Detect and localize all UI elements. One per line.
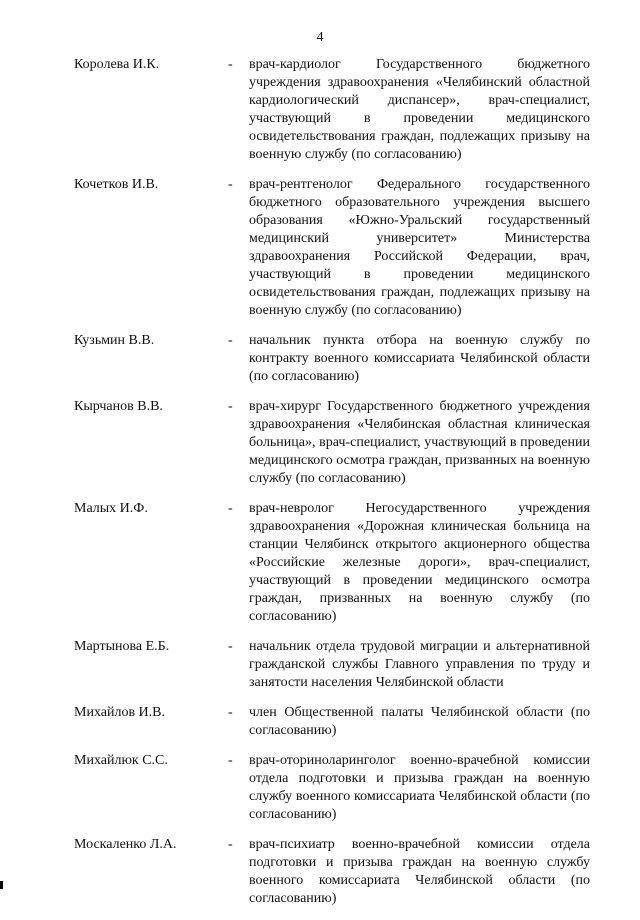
member-name: Кырчанов В.В. [74, 399, 163, 414]
member-description: врач-невролог Негосударственного учреждения здравоохранения «Дорожная клиническая больница на станции Челябинск открытого акционерного общества «Российские железные дороги», врач-специалист, участвующий в проведении медицинского осмотра граждан, призванных на военную службу (по согласованию) [249, 501, 590, 624]
member-name: Москаленко Л.А. [74, 837, 177, 852]
entry-dash: - [228, 177, 233, 192]
member-entry [0, 752, 640, 824]
page-number: 4 [316, 30, 324, 45]
entry-dash: - [228, 57, 233, 72]
member-entry [0, 500, 640, 626]
member-description: член Общественной палаты Челябинской области (по согласованию) [249, 705, 590, 738]
member-name: Кочетков И.В. [74, 177, 159, 192]
member-name: Мартынова Е.Б. [74, 639, 170, 654]
member-description: врач-психиатр военно-врачебной комиссии отдела подготовки и призыва граждан на военную службу военного комиссариата Челябинской области (по согласованию) [249, 837, 590, 906]
member-description: врач-рентгенолог Федерального государственного бюджетного образовательного учреждения высшего образования «Южно-Уральский государственный медицинский университет» Министерства здравоохранения Российской Федерации, врач, участвующий в проведении медицинского освидетельствования граждан, подлежащих призыву на военную службу (по согласованию) [249, 177, 590, 318]
entry-dash: - [228, 399, 233, 414]
member-name: Михайлюк С.С. [74, 753, 168, 768]
member-name: Кузьмин В.В. [74, 333, 155, 348]
member-entry [0, 176, 640, 320]
entry-dash: - [228, 639, 233, 654]
member-description: врач-хирург Государственного бюджетного учреждения здравоохранения «Челябинская областная клиническая больница», врач-специалист, участвующий в проведении медицинского осмотра граждан, призванных на военную службу (по согласованию) [249, 399, 590, 486]
member-description: врач-кардиолог Государственного бюджетного учреждения здравоохранения «Челябинский областной кардиологический диспансер», врач-специалист, участвующий в проведении медицинского освидетельствования граждан, подлежащих призыву на военную службу (по согласованию) [249, 57, 590, 162]
member-list [0, 56, 640, 920]
entry-dash: - [228, 501, 233, 516]
member-entry [0, 398, 640, 488]
entry-dash: - [228, 705, 233, 720]
member-name: Малых И.Ф. [74, 501, 148, 516]
member-entry [0, 332, 640, 386]
member-entry [0, 638, 640, 692]
member-description: начальник пункта отбора на военную службу по контракту военного комиссариата Челябинской области (по согласованию) [249, 333, 590, 384]
member-entry [0, 56, 640, 164]
entry-dash: - [228, 837, 233, 852]
member-entry [0, 836, 640, 908]
member-description: врач-оториноларинголог военно-врачебной комиссии отдела подготовки и призыва граждан на военную службу военного комиссариата Челябинской области (по согласованию) [249, 753, 590, 822]
member-description: начальник отдела трудовой миграции и альтернативной гражданской службы Главного управления по труду и занятости населения Челябинской области [249, 639, 590, 690]
entry-dash: - [228, 753, 233, 768]
member-entry [0, 704, 640, 740]
member-name: Королева И.К. [74, 57, 160, 72]
scan-edge-mark [0, 881, 3, 889]
member-name: Михайлов И.В. [74, 705, 166, 720]
entry-dash: - [228, 333, 233, 348]
